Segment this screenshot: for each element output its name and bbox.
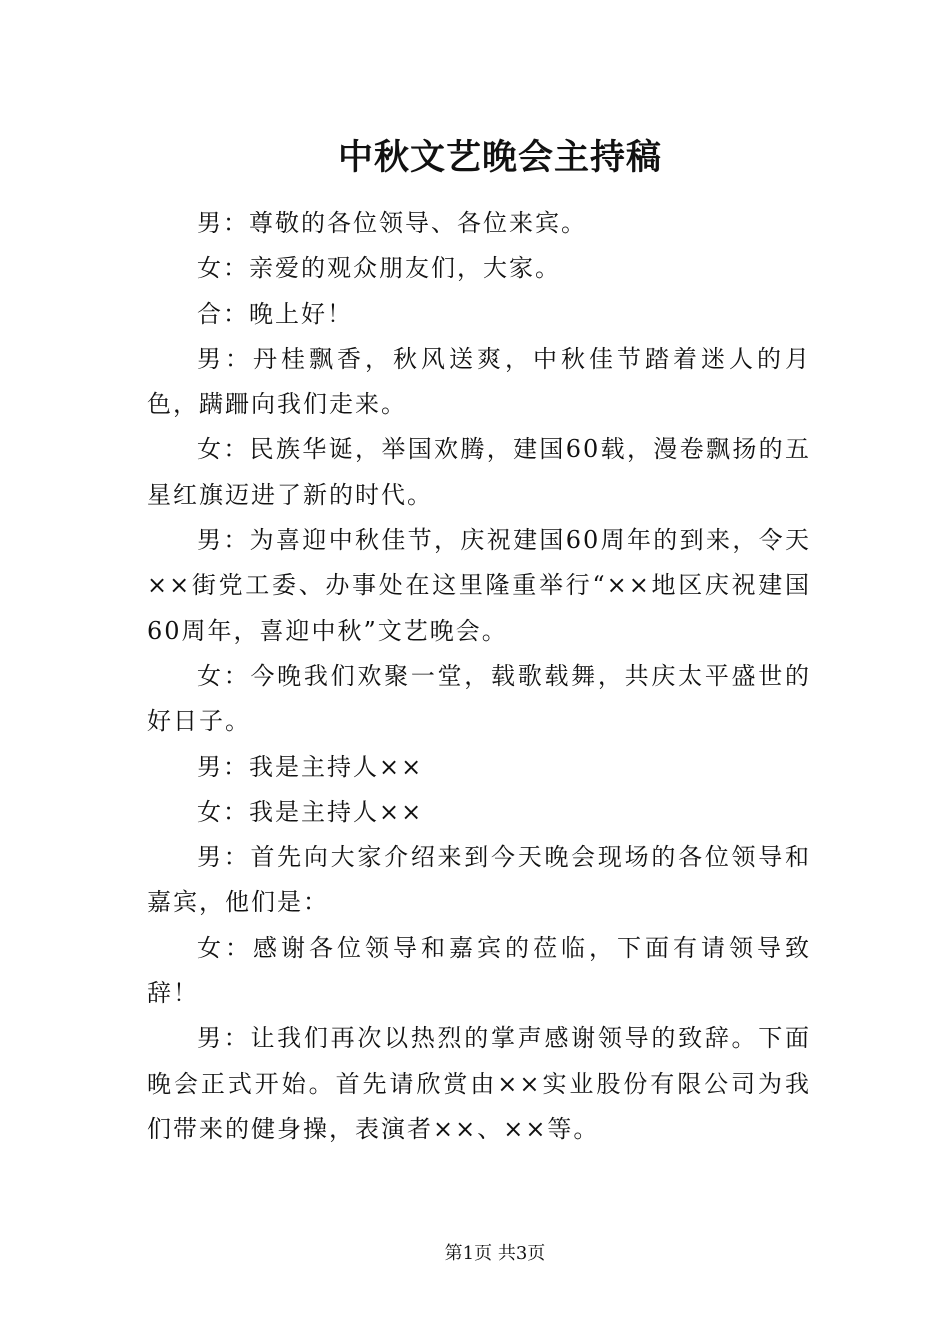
paragraph: 男：为喜迎中秋佳节，庆祝建国60周年的到来，令天××街党工委、办事处在这里隆重举行“××地区庆祝建国60周年，喜迎中秋”文艺晚会。 [147,526,811,645]
paragraph: 男：首先向大家介绍来到今天晚会现场的各位领导和嘉宾，他们是： [147,843,811,917]
document-title: 中秋文艺晚会主持稿 [337,137,662,178]
paragraph: 女：我是主持人×× [197,797,424,826]
paragraph: 女：今晚我们欢聚一堂，载歌载舞，共庆太平盛世的好日子。 [147,661,811,736]
paragraph: 合：晚上好！ [197,299,353,328]
document-body [147,201,811,1152]
page-number-footer: 第1页 共3页 [444,1243,546,1264]
paragraph: 女：感谢各位领导和嘉宾的莅临，下面有请领导致辞！ [147,933,811,1008]
paragraph: 男：我是主持人×× [197,752,424,781]
paragraph: 男：尊敬的各位领导、各位来宾。 [197,209,587,237]
paragraph: 男：让我们再次以热烈的掌声感谢领导的致辞。下面晚会正式开始。首先请欣赏由××实业股份有限公司为我们带来的健身操，表演者××、××等。 [147,1024,811,1143]
paragraph: 女：民族华诞，举国欢腾，建国60载，漫卷飘扬的五星红旗迈进了新的时代。 [147,435,811,509]
paragraph: 男：丹桂飘香，秋风送爽，中秋佳节踏着迷人的月色，蹒跚向我们走来。 [147,344,811,419]
paragraph: 女：亲爱的观众朋友们，大家。 [197,254,561,283]
